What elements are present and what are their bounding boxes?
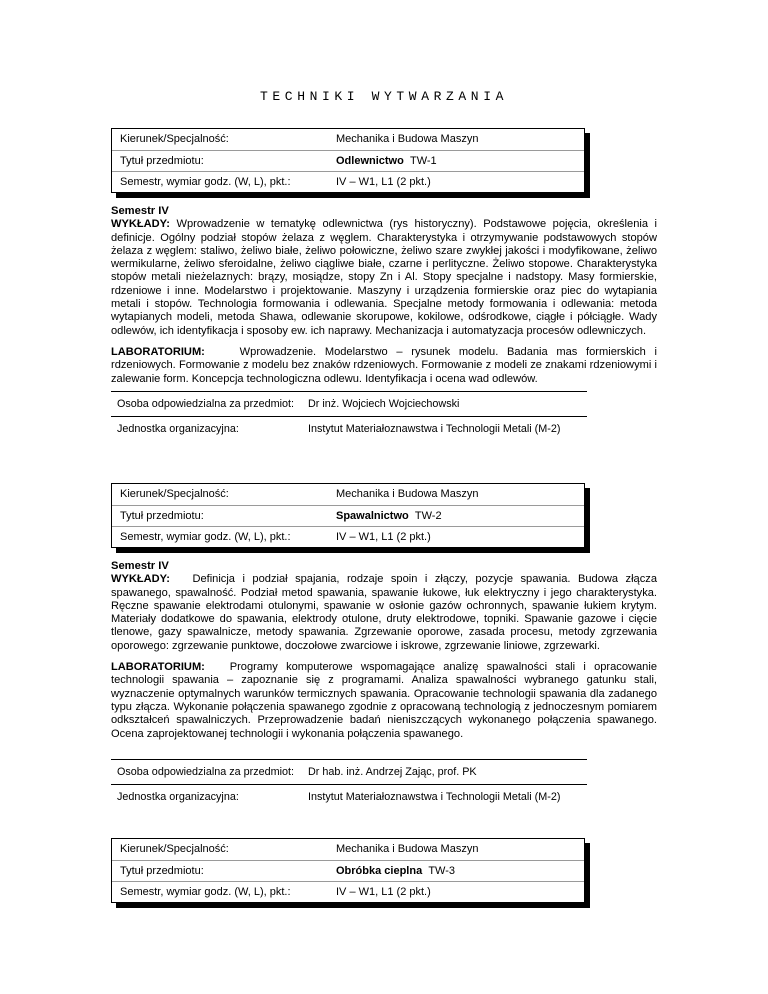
kierunek-row [112, 129, 584, 150]
semestr-label: Semestr, wymiar godz. (W, L), pkt.: [120, 886, 291, 898]
tytul-value [336, 506, 442, 527]
semester-heading: Semestr IV [111, 560, 169, 572]
kierunek-label: Kierunek/Specjalność: [120, 488, 229, 500]
org-unit-label: Jednostka organizacyjna: [117, 791, 239, 803]
kierunek-row [112, 484, 584, 505]
lectures-text: Definicja i podział spajania, rodzaje spoin i złączy, pozycje spawania. Budowa złącza spawanego, spawalność. Podział metod spawania, spawanie łukowe, łuk elektryczny i jego charakterystyka. Ręczne spawanie elektrodami otulonymi, spawanie w osłonie gazów ochronnych, spawanie łukiem krytym. Materiały dodatkowe do spawania, elektrody otulone, druty elektrodowe, topniki. Spawanie gazowe i cięcie tlenowe, gazy spawalnicze, metody spawania. Zgrzewanie oporowe, zasada procesu, metody zgrzewania oporowego: zgrzewanie punktowe, doczołowe zwarciowe i iskrowe, zgrzewanie liniowe, zgrzewarki. [111, 573, 657, 652]
responsible-person-value: Dr inż. Wojciech Wojciechowski [308, 398, 460, 410]
semestr-row [112, 881, 584, 903]
tytul-label: Tytuł przedmiotu: [120, 865, 204, 877]
responsibility-table-tw1 [111, 391, 587, 441]
course-name: Odlewnictwo [336, 155, 404, 167]
kierunek-label: Kierunek/Specjalność: [120, 843, 229, 855]
course-description-tw2 [111, 560, 657, 741]
tytul-value [336, 861, 455, 882]
course-info-box-tw3 [111, 838, 585, 903]
responsibility-table-tw2 [111, 759, 587, 809]
tytul-value [336, 151, 437, 172]
responsible-person-value: Dr hab. inż. Andrzej Zając, prof. PK [308, 766, 477, 778]
course-code: TW-3 [428, 865, 456, 877]
semestr-row [112, 171, 584, 193]
course-code: TW-1 [409, 155, 437, 167]
responsible-person-label: Osoba odpowiedzialna za przedmiot: [117, 398, 295, 410]
org-unit-value: Instytut Materiałoznawstwa i Technologii Metali (M-2) [308, 423, 561, 435]
lectures-label: WYKŁADY: [111, 218, 170, 231]
kierunek-label: Kierunek/Specjalność: [120, 133, 229, 145]
laboratory-text: Wprowadzenie. Modelarstwo – rysunek modelu. Badania mas formierskich i rdzeniowych. Formowanie z modelu bez znaków rdzeniowych. Formowanie z modeli ze znakami rdzeniowymi i zalewanie form. Koncepcja technologiczna odlewu. Identyfikacja i ocena wad odlewów. [111, 345, 657, 385]
laboratory-text: Programy komputerowe wspomagające analizę spawalności stali i opracowanie technologii spawania – zapoznanie się z programami. Analiza spawalności wybranego gatunku stali, wyznaczenie optymalnych warunków termicznych spawania. Opracowanie technologii spawania dla zadanego typu złącza. Wykonanie połączenia spawanego zgodnie z opracowaną technologią z jednoczesnym pomiarem odkształceń spawalniczych. Przeprowadzenie badań nieniszczących wykonanego połączenia spawanego. Ocena zaprojektowanej technologii i wykonania połączenia spawanego. [111, 661, 657, 740]
tytul-row [112, 505, 584, 527]
course-info-box-tw1 [111, 128, 585, 193]
laboratory-paragraph [111, 346, 657, 386]
org-unit-row [111, 416, 587, 441]
laboratory-paragraph [111, 661, 657, 741]
responsible-person-row [111, 391, 587, 416]
tytul-label: Tytuł przedmiotu: [120, 510, 204, 522]
kierunek-value: Mechanika i Budowa Maszyn [336, 488, 479, 500]
semester-heading: Semestr IV [111, 205, 169, 217]
semestr-value: IV – W1, L1 (2 pkt.) [336, 176, 431, 188]
responsible-person-label: Osoba odpowiedzialna za przedmiot: [117, 766, 295, 778]
course-code: TW-2 [414, 510, 442, 522]
course-name: Obróbka cieplna [336, 865, 423, 877]
course-name: Spawalnictwo [336, 510, 409, 522]
semestr-label: Semestr, wymiar godz. (W, L), pkt.: [120, 176, 291, 188]
lectures-label: WYKŁADY: [111, 573, 170, 586]
laboratory-label: LABORATORIUM: [111, 345, 205, 358]
tytul-row [112, 860, 584, 882]
semestr-value: IV – W1, L1 (2 pkt.) [336, 531, 431, 543]
tytul-row [112, 150, 584, 172]
org-unit-row [111, 784, 587, 809]
semestr-label: Semestr, wymiar godz. (W, L), pkt.: [120, 531, 291, 543]
course-description-tw1 [111, 205, 657, 386]
org-unit-label: Jednostka organizacyjna: [117, 423, 239, 435]
kierunek-row [112, 839, 584, 860]
tytul-label: Tytuł przedmiotu: [120, 155, 204, 167]
lectures-text: Wprowadzenie w tematykę odlewnictwa (rys historyczny). Podstawowe pojęcia, określenia i definicje. Ogólny podział stopów żelaza z węglem. Charakterystyka i otrzymywanie podstawowych stopów żelaza z węglem: staliwo, żeliwo białe, żeliwo połowiczne, żeliwo szare zwykłej jakości i modyfikowane, żeliwo wermikularne, żeliwo sferoidalne, żeliwo ciągliwe białe, czarne i perlityczne. Żeliwo stopowe. Charakterystyka stopów metali nieżelaznych: brązy, mosiądze, stopy Zn i Al. Stopy specjalne i nadstopy. Masy formierskie, rdzeniowe i inne. Modelarstwo i projektowanie. Maszyny i urządzenia formierskie oraz piec do wytapiania metali i stopów. Technologia formowania i odlewania. Specjalne metody formowania i odlewania: metoda wytapianych modeli, metoda Shawa, odlewanie skorupowe, kokilowe, odśrodkowe, ciągłe i półciągłe. Wady odlewów, ich identyfikacja i sposoby ew. ich naprawy. Mechanizacja i automatyzacja procesów odlewniczych. [111, 218, 657, 337]
lectures-paragraph [111, 218, 657, 338]
responsible-person-row [111, 759, 587, 784]
semestr-value: IV – W1, L1 (2 pkt.) [336, 886, 431, 898]
lectures-paragraph [111, 573, 657, 653]
kierunek-value: Mechanika i Budowa Maszyn [336, 133, 479, 145]
semestr-row [112, 526, 584, 548]
laboratory-label: LABORATORIUM: [111, 661, 205, 674]
course-info-box-tw2 [111, 483, 585, 548]
org-unit-value: Instytut Materiałoznawstwa i Technologii Metali (M-2) [308, 791, 561, 803]
kierunek-value: Mechanika i Budowa Maszyn [336, 843, 479, 855]
page-title: TECHNIKI WYTWARZANIA [259, 89, 509, 104]
